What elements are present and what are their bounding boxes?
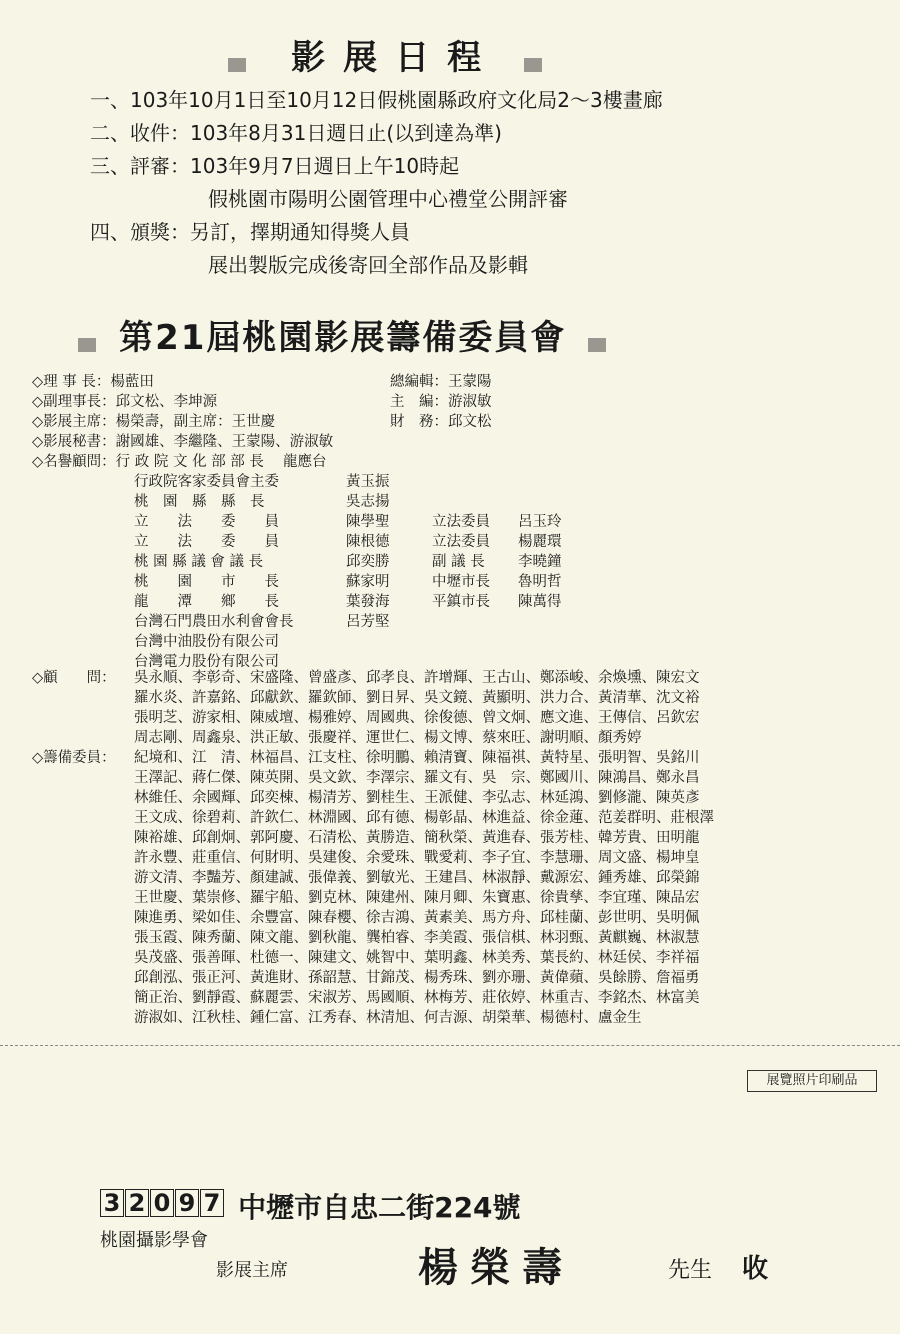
square-icon — [78, 338, 96, 352]
honorary-title: 立 法 委 員 — [134, 534, 279, 550]
member-row: 林維任、余國輝、邱奕棟、楊清芳、劉桂生、王派健、李弘志、林延鴻、劉修瀧、陳英彥 — [134, 790, 700, 806]
schedule-title: 影展日程 — [291, 38, 500, 78]
honorary-title: 龍 潭 鄉 長 — [134, 594, 279, 610]
editor-row: 主 編：游淑敏 — [390, 394, 492, 410]
members-label: ◇籌備委員： — [32, 750, 116, 766]
honorary-name-2: 李曉鐘 — [518, 554, 562, 570]
zip-code — [100, 1188, 225, 1217]
honorary-title-2: 平鎮市長 — [432, 594, 490, 610]
zip-digit: 7 — [200, 1189, 224, 1217]
schedule-line: 一、103年10月1日至10月12日假桃園縣政府文化局2～3樓畫廊 — [90, 88, 663, 112]
honorary-name: 邱奕勝 — [346, 554, 390, 570]
honorary-title: 桃 園 縣 議 會 議 長 — [134, 554, 264, 570]
editor-row: 總編輯：王蒙陽 — [390, 374, 492, 390]
member-row: 陳裕雄、邱創炯、郭阿慶、石清松、黃勝造、簡秋榮、黃進春、張芳桂、韓芳貴、田明龍 — [134, 830, 700, 846]
committee-title: 第21屆桃園影展籌備委員會 — [119, 318, 567, 358]
honorary-title: 立 法 委 員 — [134, 514, 279, 530]
zip-digit: 3 — [100, 1189, 124, 1217]
honorary-title: 桃 園 市 長 — [134, 574, 279, 590]
honorary-name: 呂芳堅 — [346, 614, 390, 630]
honorary-title: 桃 園 縣 縣 長 — [134, 494, 265, 510]
member-row: 簡正治、劉靜霞、蘇麗雲、宋淑芳、馬國順、林梅芳、莊依婷、林重吉、李銘杰、林富美 — [134, 990, 700, 1006]
fold-line — [0, 1045, 900, 1046]
member-row: 許永豐、莊重信、何財明、吳建俊、余愛珠、戰愛莉、李子宜、李慧珊、周文盛、楊坤皇 — [134, 850, 700, 866]
member-row: 紀境和、江 清、林福昌、江支柱、徐明鵬、賴清寶、陳福祺、黃特星、張明智、吳銘川 — [134, 750, 700, 766]
honorary-title: 台灣電力股份有限公司 — [134, 654, 279, 670]
member-row: 王世慶、葉崇修、羅宇船、劉克林、陳建州、陳月卿、朱寶惠、徐貴孳、李宜瑾、陳品宏 — [134, 890, 700, 906]
honorary-name-2: 楊麗環 — [518, 534, 562, 550]
officer-row: ◇副理事長：邱文松、李坤源 — [32, 394, 218, 410]
advisor-row: 羅水炎、許嘉銘、邱獻欽、羅欽師、劉日昇、吳文鏡、黃顯明、洪力合、黃清華、沈文裕 — [134, 690, 700, 706]
officer-row: ◇名譽顧問：行 政 院 文 化 部 部 長 龍應台 — [32, 454, 327, 470]
schedule-line: 二、收件：103年8月31日週日止(以到達為準) — [90, 121, 502, 145]
honorary-name: 陳根德 — [346, 534, 390, 550]
honorary-title: 台灣中油股份有限公司 — [134, 634, 279, 650]
honorary-title-2: 立法委員 — [432, 534, 490, 550]
honorary-name: 黃玉振 — [346, 474, 390, 490]
member-row: 邱創泓、張正河、黃進財、孫韶慧、甘錦茂、楊秀珠、劉亦珊、黃偉蘋、吳餘勝、詹福勇 — [134, 970, 700, 986]
member-row: 陳進勇、梁如佳、余豐富、陳春櫻、徐吉鴻、黃素美、馬方舟、邱桂蘭、彭世明、吳明佩 — [134, 910, 700, 926]
recipient-role: 影展主席 — [216, 1260, 288, 1281]
member-row: 游文清、李豔芳、顏建誠、張偉義、劉敏光、王建昌、林淑靜、戴源宏、鍾秀雄、邱榮錦 — [134, 870, 700, 886]
schedule-line: 四、頒獎：另訂，擇期通知得獎人員 — [90, 220, 410, 244]
schedule-line: 假桃園市陽明公園管理中心禮堂公開評審 — [208, 187, 568, 211]
member-row: 王澤記、蔣仁傑、陳英開、吳文欽、李澤宗、羅文有、吳 宗、鄭國川、陳鴻昌、鄭永昌 — [134, 770, 700, 786]
advisor-row: 張明芝、游家相、陳威壇、楊雅婷、周國典、徐俊德、曾文炯、應文進、王傳信、呂欽宏 — [134, 710, 700, 726]
schedule-line: 展出製版完成後寄回全部作品及影輯 — [208, 253, 528, 277]
schedule-header — [228, 30, 542, 79]
address: 中壢市自忠二街224號 — [238, 1191, 521, 1224]
honorary-name: 蘇家明 — [346, 574, 390, 590]
honorary-name: 陳學聖 — [346, 514, 390, 530]
square-icon — [524, 58, 542, 72]
honorary-name-2: 呂玉玲 — [518, 514, 562, 530]
member-row: 王文成、徐碧莉、許欽仁、林淵國、邱有德、楊彰晶、林進益、徐金蓮、范姜群明、莊根澤 — [134, 810, 714, 826]
honorary-title: 台灣石門農田水利會會長 — [134, 614, 294, 630]
member-row: 張玉霞、陳秀蘭、陳文龍、劉秋龍、龔柏睿、李美霞、張信棋、林羽甄、黃麒巍、林淑慧 — [134, 930, 700, 946]
honorary-title-2: 副 議 長 — [432, 554, 485, 570]
honorary-title-2: 立法委員 — [432, 514, 490, 530]
advisor-row: 吳永順、李彰奇、宋盛隆、曾盛彥、邱孝良、許增輝、王古山、鄭添峻、余煥壎、陳宏文 — [134, 670, 700, 686]
member-row: 游淑如、江秋桂、鍾仁富、江秀春、林清旭、何吉源、胡榮華、楊德村、盧金生 — [134, 1010, 642, 1026]
square-icon — [228, 58, 246, 72]
officer-row: ◇理 事 長：楊藍田 — [32, 374, 154, 390]
honorary-name: 葉發海 — [346, 594, 390, 610]
zip-digit: 9 — [175, 1189, 199, 1217]
honorary-name-2: 陳萬得 — [518, 594, 562, 610]
honorary-title-2: 中壢市長 — [432, 574, 490, 590]
recipient-name: 楊榮壽 — [418, 1244, 574, 1291]
honorary-name-2: 魯明哲 — [518, 574, 562, 590]
honorary-title: 行政院客家委員會主委 — [134, 474, 279, 490]
schedule-line: 三、評審：103年9月7日週日上午10時起 — [90, 154, 460, 178]
officer-row: ◇影展主席：楊榮壽，副主席：王世慶 — [32, 414, 276, 430]
address-line — [100, 1186, 521, 1226]
member-row: 吳茂盛、張善暉、杜德一、陳建文、姚智中、葉明鑫、林美秀、葉長約、林廷侯、李祥福 — [134, 950, 700, 966]
advisors-label: ◇顧 問： — [32, 670, 116, 686]
editor-row: 財 務：邱文松 — [390, 414, 492, 430]
honorary-name: 吳志揚 — [346, 494, 390, 510]
officer-row: ◇影展秘書：謝國雄、李繼隆、王蒙陽、游淑敏 — [32, 434, 334, 450]
square-icon — [588, 338, 606, 352]
org-name: 桃園攝影學會 — [100, 1230, 208, 1251]
committee-header — [78, 310, 606, 359]
zip-digit: 0 — [150, 1189, 174, 1217]
recipient-suffix: 先生 — [668, 1258, 713, 1283]
printed-matter-stamp: 展覽照片印刷品 — [747, 1070, 877, 1092]
receive-label: 收 — [742, 1254, 769, 1284]
advisor-row: 周志剛、周鑫泉、洪正敏、張慶祥、運世仁、楊文博、蔡來旺、謝明順、顏秀婷 — [134, 730, 642, 746]
zip-digit: 2 — [125, 1189, 149, 1217]
